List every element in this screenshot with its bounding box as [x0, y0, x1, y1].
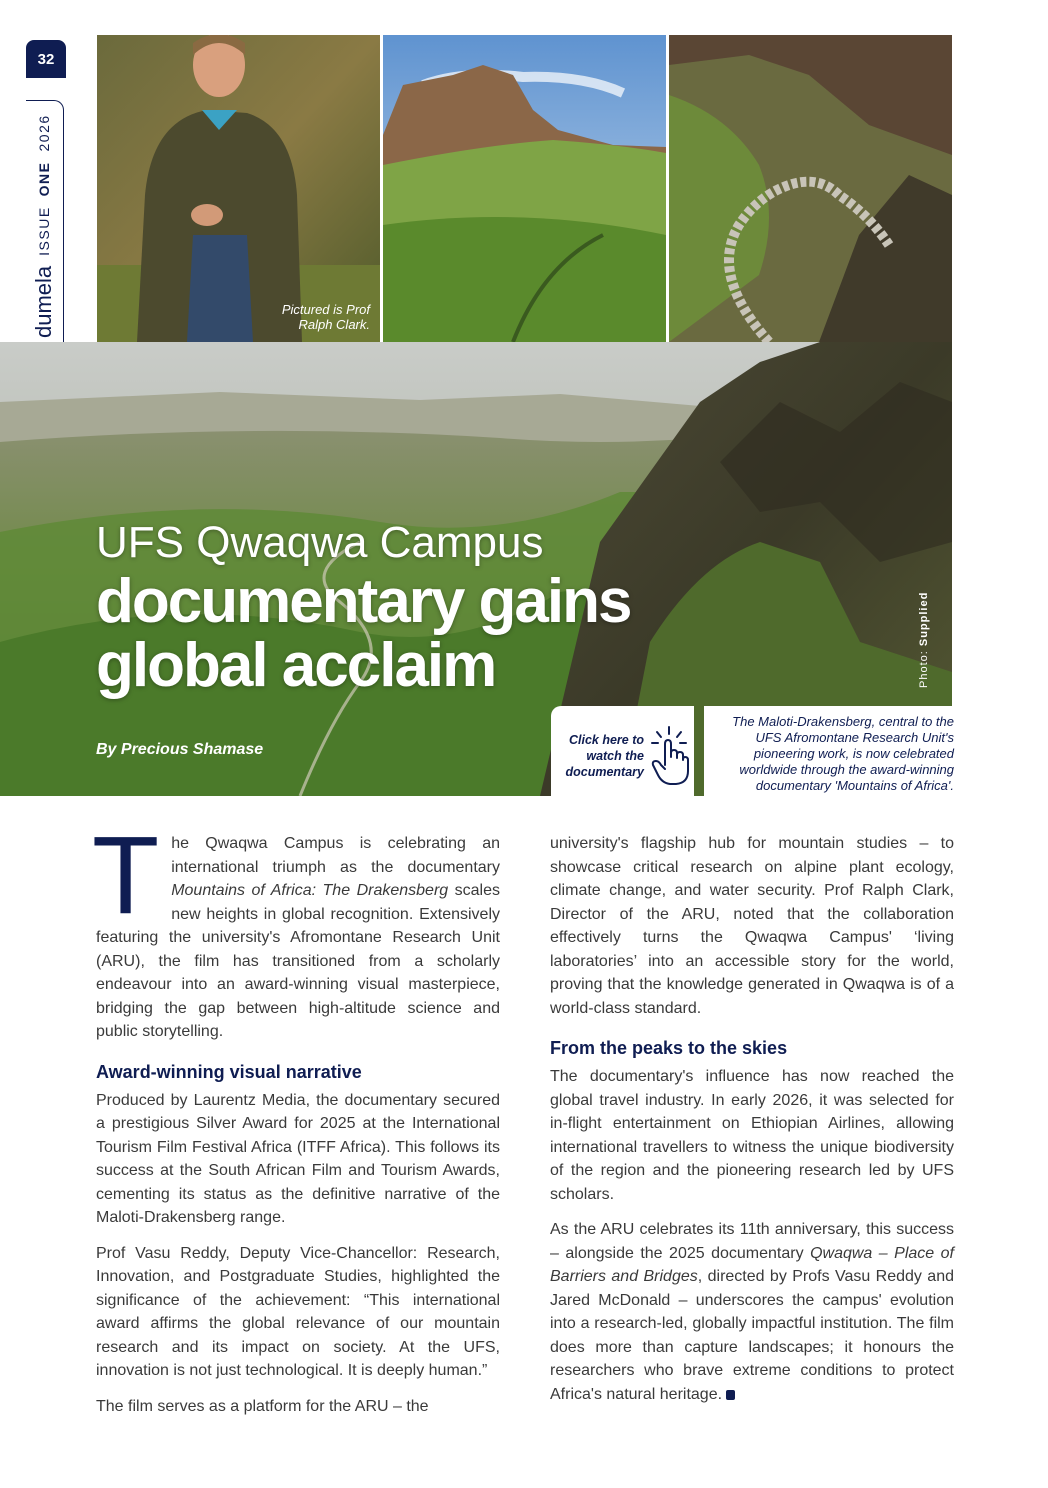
anniversary-text-2: , directed by Profs Vasu Reddy and Jared McDonald – underscores the campus' evolution into a research-led, globally impactful institution. The film does more than capture landscapes; it honours the researchers who brave extreme conditions to protect Africa's natural heritage. [550, 1268, 955, 1403]
page-number: 32 [26, 40, 66, 78]
headline-line3: global acclaim [96, 631, 496, 700]
section-heading-award: Award-winning visual narrative [96, 1061, 362, 1082]
watch-documentary-text[interactable] [556, 732, 644, 780]
pointing-hand-icon[interactable] [648, 725, 690, 787]
paragraph-award: Produced by Laurentz Media, the documentary secured a prestigious Silver Award for 2025 at the International Tourism Film Festival Africa (ITFF Africa). This follows its success at the South African Film and Tourism Awards, cementing its status as the definitive narrative of the Maloti-Drakensberg range. [96, 1091, 500, 1226]
section-heading-skies: From the peaks to the skies [550, 1038, 788, 1058]
hero-section [0, 0, 952, 796]
issue-word: ISSUE [36, 206, 52, 256]
intro-text-1: he Qwaqwa Campus is celebrating an international triumph as the documentary [171, 835, 500, 876]
byline: By Precious Shamase [96, 741, 264, 758]
second-documentary-title: Qwaqwa – Place of Barriers and Bridges [550, 1244, 954, 1285]
magazine-brand: dumela [31, 265, 56, 338]
documentary-title: Mountains of Africa: The Drakensberg [171, 882, 449, 899]
headline-line2: documentary gains [96, 567, 631, 636]
watch-line2[interactable]: watch the [586, 749, 644, 763]
article-column-right [550, 832, 954, 1418]
headline [96, 567, 736, 700]
paragraph-anniversary [550, 1218, 954, 1406]
drop-cap: T [92, 814, 160, 937]
paragraph-platform: The film serves as a platform for the ARU – the [96, 1397, 429, 1415]
portrait-caption-line2: Ralph Clark. [298, 317, 370, 332]
mountain-photo [383, 35, 666, 342]
issue-number: ONE [36, 161, 52, 197]
trail-photo [669, 35, 952, 342]
portrait-caption-line1: Pictured is Prof [281, 302, 370, 317]
photo-credit-value: Supplied [918, 591, 930, 647]
portrait-photo [97, 35, 380, 342]
watch-line1[interactable]: Click here to [568, 733, 644, 747]
intro-paragraph [92, 814, 500, 1044]
article-column-left [92, 814, 500, 1430]
portrait-caption [250, 302, 370, 332]
photo-credit-label: Photo: [918, 650, 930, 688]
hero-caption: The Maloti-Drakensberg, central to the UFS Afromontane Research Unit's pioneering work, is now celebrated worldwide through the award-winning documentary 'Mountains of Africa'. [732, 714, 954, 793]
photo-credit [918, 558, 940, 688]
end-mark-icon [726, 1390, 735, 1400]
intro-text-2: scales new heights in global recognition. Extensively featuring the university's Afromontane Research Unit (ARU), the film has transitioned from a scholarly endeavour into an award-winning visual masterpiece, bridging the gap between high-altitude science and public storytelling. [96, 882, 500, 1040]
paragraph-quote: Prof Vasu Reddy, Deputy Vice-Chancellor: Research, Innovation, and Postgraduate Studies, highlighted the significance of the achievement: “This international award affirms the global relevance of our mountain research and its impact on society. At the UFS, innovation is not just technological. It is deeply human.” [96, 1244, 500, 1379]
headline-kicker: UFS Qwaqwa Campus [96, 518, 544, 567]
paragraph-airlines: The documentary's influence has now reached the global travel industry. In early 2026, it was selected for in-flight entertainment on Ethiopian Airlines, allowing international travellers to witness the unique biodiversity of the region and the pioneering research led by UFS scholars. [550, 1068, 954, 1203]
anniversary-text-1: As the ARU celebrates its 11th anniversary, this success – alongside the 2025 documentary [550, 1221, 954, 1262]
paragraph-flagship: university's flagship hub for mountain studies – to showcase critical research on alpine plant ecology, climate change, and water security. Prof Ralph Clark, Director of the ARU, noted that the collaboration effectively turns the Qwaqwa Campus' ‘living laboratories’ into an accessible story for the world, proving that the knowledge generated in Qwaqwa is of a world-class standard. [550, 835, 954, 1017]
issue-year: 2026 [36, 114, 52, 152]
watch-line3[interactable]: documentary [565, 765, 644, 779]
